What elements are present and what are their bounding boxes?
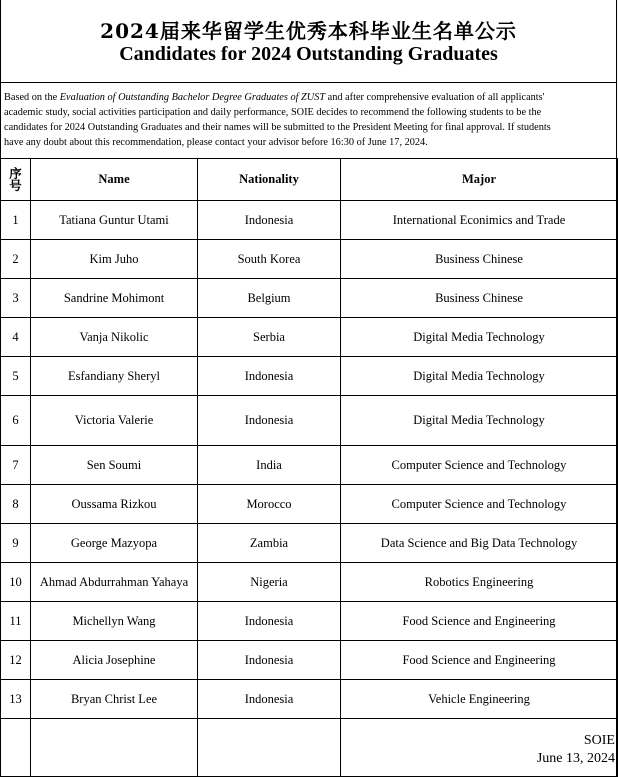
cell-seq: 5 <box>1 357 31 396</box>
cell-major: Computer Science and Technology <box>341 446 618 485</box>
table-row <box>1 201 618 240</box>
cell-name: Tatiana Guntur Utami <box>31 201 198 240</box>
cell-seq: 11 <box>1 602 31 641</box>
cell-nationality: Indonesia <box>198 641 341 680</box>
table-row <box>1 641 618 680</box>
cell-name: Ahmad Abdurrahman Yahaya <box>31 563 198 602</box>
cell-name: Sen Soumi <box>31 446 198 485</box>
intro-line-1-end: and after comprehensive evaluation of all applicants' <box>325 92 545 103</box>
cell-name: Michellyn Wang <box>31 602 198 641</box>
cell-nationality: Indonesia <box>198 602 341 641</box>
title-english: Candidates for 2024 Outstanding Graduates <box>119 43 498 65</box>
table-row <box>1 680 618 719</box>
cell-seq: 1 <box>1 201 31 240</box>
cell-name: Vanja Nikolic <box>31 318 198 357</box>
cell-name: Esfandiany Sheryl <box>31 357 198 396</box>
table-row <box>1 357 618 396</box>
candidates-table <box>0 158 618 777</box>
cell-nationality: Morocco <box>198 485 341 524</box>
intro-paragraph <box>4 90 612 150</box>
table-row <box>1 524 618 563</box>
cell-seq: 12 <box>1 641 31 680</box>
cell-nationality: Indonesia <box>198 201 341 240</box>
cell-seq: 8 <box>1 485 31 524</box>
cell-major: Data Science and Big Data Technology <box>341 524 618 563</box>
cell-nationality: Nigeria <box>198 563 341 602</box>
title-block <box>0 0 617 82</box>
cell-seq: 4 <box>1 318 31 357</box>
cell-major: Food Science and Engineering <box>341 602 618 641</box>
table-row <box>1 446 618 485</box>
table-row <box>1 602 618 641</box>
footer-cell-name <box>31 719 198 777</box>
cell-seq: 9 <box>1 524 31 563</box>
cell-major: Food Science and Engineering <box>341 641 618 680</box>
cell-nationality: Indonesia <box>198 357 341 396</box>
cell-seq: 3 <box>1 279 31 318</box>
header-name: Name <box>31 159 198 201</box>
cell-nationality: Serbia <box>198 318 341 357</box>
table-row <box>1 279 618 318</box>
signature-org: SOIE <box>583 733 615 748</box>
cell-major: Digital Media Technology <box>341 357 618 396</box>
footer-cell-nationality <box>198 719 341 777</box>
header-seq-char-2: 号 <box>9 178 22 193</box>
header-major: Major <box>341 159 618 201</box>
intro-line-1-start: Based on the <box>4 92 60 103</box>
title-chinese: 2024届来华留学生优秀本科毕业生名单公示 <box>100 19 517 43</box>
cell-name: Victoria Valerie <box>31 396 198 446</box>
header-nationality: Nationality <box>198 159 341 201</box>
cell-major: Digital Media Technology <box>341 318 618 357</box>
divider-top <box>0 82 617 83</box>
cell-major: Business Chinese <box>341 279 618 318</box>
intro-document-reference: Evaluation of Outstanding Bachelor Degree Graduates of ZUST <box>59 92 326 103</box>
cell-seq: 10 <box>1 563 31 602</box>
cell-name: George Mazyopa <box>31 524 198 563</box>
cell-name: Sandrine Mohimont <box>31 279 198 318</box>
intro-line-2: academic study, social activities participation and daily performance, SOIE decides to recommend the following students to be the <box>4 107 542 118</box>
cell-major: Business Chinese <box>341 240 618 279</box>
cell-name: Alicia Josephine <box>31 641 198 680</box>
cell-nationality: Indonesia <box>198 396 341 446</box>
signature-date: June 13, 2024 <box>536 751 615 766</box>
cell-name: Oussama Rizkou <box>31 485 198 524</box>
cell-seq: 2 <box>1 240 31 279</box>
table-footer-row <box>1 719 618 777</box>
cell-nationality: Zambia <box>198 524 341 563</box>
table-row <box>1 485 618 524</box>
cell-major: Robotics Engineering <box>341 563 618 602</box>
table-header-row <box>1 159 618 201</box>
table-row <box>1 396 618 446</box>
cell-name: Kim Juho <box>31 240 198 279</box>
footer-cell-seq <box>1 719 31 777</box>
cell-major: Vehicle Engineering <box>341 680 618 719</box>
cell-major: Digital Media Technology <box>341 396 618 446</box>
cell-nationality: Belgium <box>198 279 341 318</box>
cell-seq: 7 <box>1 446 31 485</box>
cell-name: Bryan Christ Lee <box>31 680 198 719</box>
header-seq <box>1 159 31 201</box>
intro-line-4: have any doubt about this recommendation, please contact your advisor before 16:30 of June 17, 2024. <box>4 137 428 148</box>
intro-line-3: candidates for 2024 Outstanding Graduates and their names will be submitted to the President Meeting for final approval. If students <box>4 122 551 133</box>
intro-line-1 <box>4 90 612 105</box>
footer-cell-major <box>341 719 618 777</box>
cell-nationality: South Korea <box>198 240 341 279</box>
cell-nationality: India <box>198 446 341 485</box>
cell-seq: 13 <box>1 680 31 719</box>
cell-nationality: Indonesia <box>198 680 341 719</box>
header-seq-char-1: 序 <box>9 166 22 181</box>
cell-seq: 6 <box>1 396 31 446</box>
table-row <box>1 318 618 357</box>
table-row <box>1 563 618 602</box>
table-body <box>1 201 618 719</box>
cell-major: Computer Science and Technology <box>341 485 618 524</box>
table-row <box>1 240 618 279</box>
cell-major: International Econimics and Trade <box>341 201 618 240</box>
